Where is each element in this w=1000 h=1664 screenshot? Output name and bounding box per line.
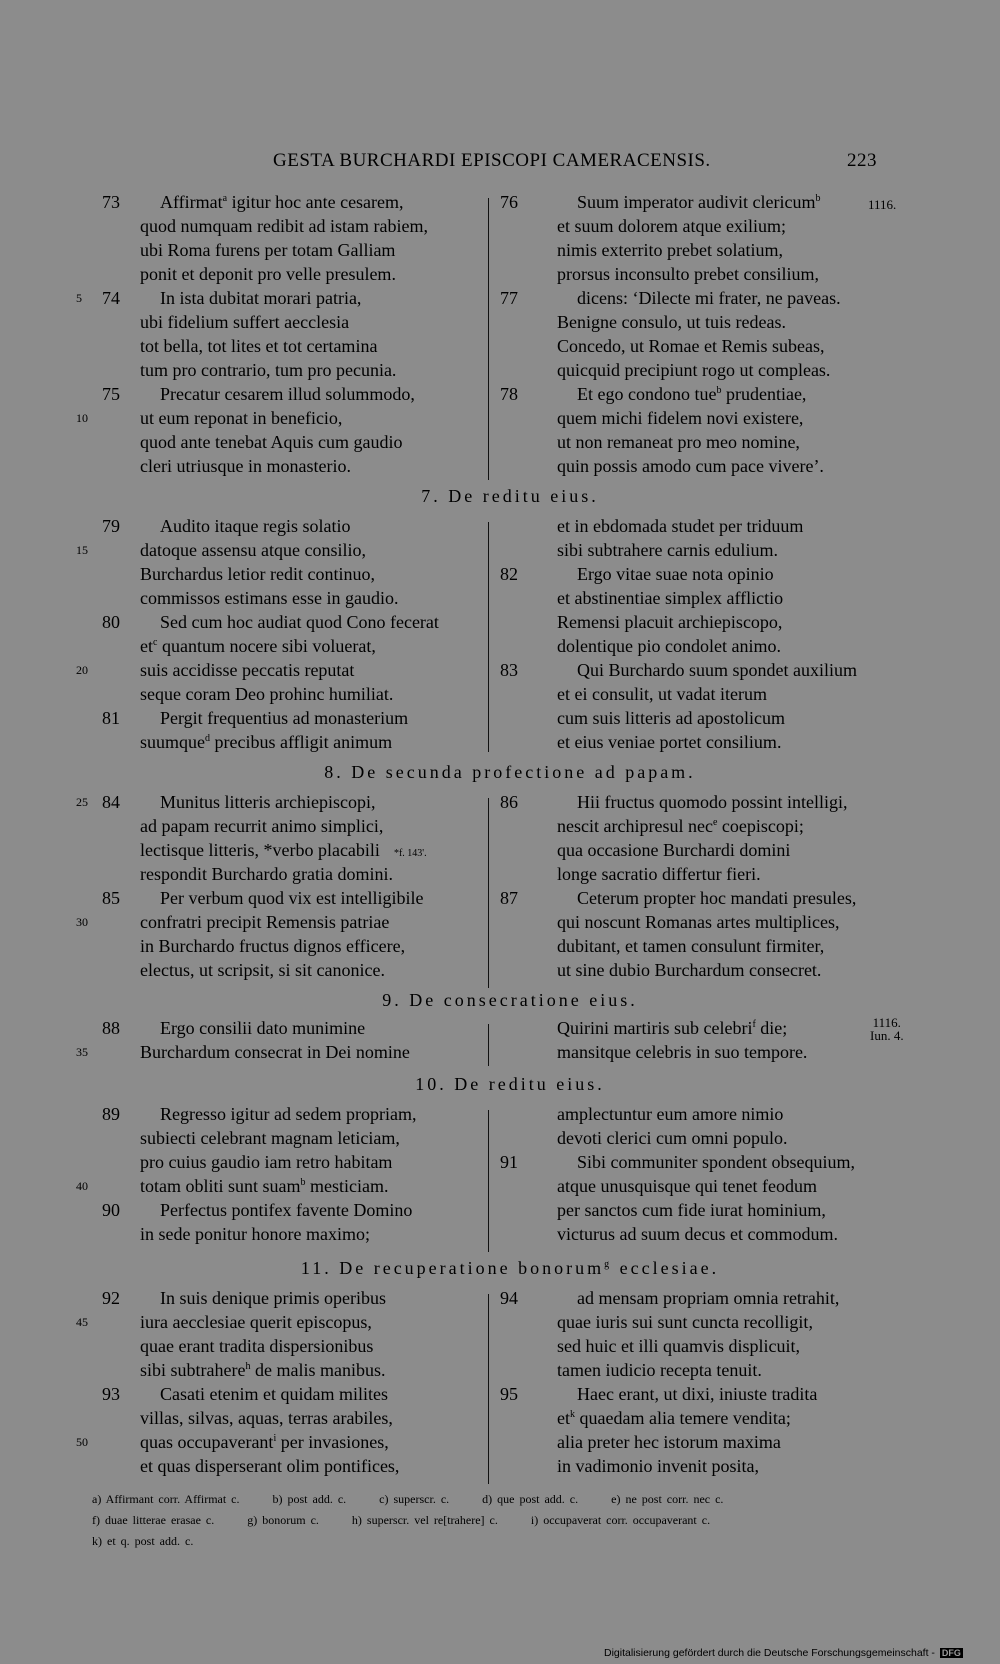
verse-line: Et ego condono tue$^b$ prudentiae,	[577, 384, 807, 404]
stanza-number: 78	[500, 384, 518, 404]
verse-line: prorsus inconsulto prebet consilium,	[557, 264, 819, 284]
stanza-number: 90	[102, 1200, 120, 1220]
verse-line: quae erant tradita dispersionibus	[140, 1336, 374, 1356]
verse-line: seque coram Deo prohinc humiliat.	[140, 684, 394, 704]
verse-line: ut eum reponat in beneficio,	[140, 408, 343, 428]
line-number: 25	[76, 795, 88, 809]
stanza-number: 93	[102, 1384, 120, 1404]
verse-line: datoque assensu atque consilio,	[140, 540, 366, 560]
verse-line: tamen iudicio recepta tenuit.	[557, 1360, 762, 1380]
verse-line: electus, ut scripsit, si sit canonice.	[140, 960, 385, 980]
verse-line: Ergo consilii dato munimine	[160, 1018, 366, 1038]
line-number: 15	[76, 543, 88, 557]
verse-line: Munitus litteris archiepiscopi,	[160, 792, 376, 812]
right-column	[490, 1286, 890, 1478]
verse-line: et eius veniae portet consilium.	[557, 732, 782, 752]
page-header-title: GESTA BURCHARDI EPISCOPI CAMERACENSIS.	[273, 150, 711, 171]
verse-line: Haec erant, ut dixi, iniuste tradita	[577, 1384, 818, 1404]
verse-line: ad papam recurrit animo simplici,	[140, 816, 384, 836]
verse-line: qua occasione Burchardi domini	[557, 840, 791, 860]
verse-line: confratri precipit Remensis patriae	[140, 912, 390, 932]
margin-year: 1116.	[868, 197, 897, 212]
verse-line: quod numquam redibit ad istam rabiem,	[140, 216, 428, 236]
left-column	[70, 514, 490, 754]
verse-line: totam obliti sunt suam$^b$ mesticiam.	[140, 1176, 389, 1196]
verse-line: Pergit frequentius ad monasterium	[160, 708, 409, 728]
right-column	[490, 1102, 890, 1246]
verse-line: Sibi communiter spondent obsequium,	[577, 1152, 855, 1172]
line-number: 35	[76, 1045, 88, 1059]
verse-line: Precatur cesarem illud solummodo,	[160, 384, 415, 404]
footnote: h) superscr. vel re[trahere] c.	[351, 1513, 498, 1527]
right-column	[490, 514, 890, 754]
verse-line: Suum imperator audivit clericum$^b$	[577, 192, 821, 212]
verse-line: suumque$^d$ precibus affligit animum	[140, 732, 393, 752]
verse-line: Quirini martiris sub celebri$^f$ die;	[557, 1018, 788, 1038]
verse-line: in sede ponitur honore maximo;	[140, 1224, 370, 1244]
footnote: f) duae litterae erasae c.	[92, 1513, 215, 1527]
verse-line: In suis denique primis operibus	[160, 1288, 386, 1308]
stanza-number: 76	[500, 192, 518, 212]
stanza-number: 85	[102, 888, 120, 908]
footnote: e) ne post corr. nec c.	[611, 1492, 724, 1506]
section-heading: 10. De reditu eius.	[415, 1074, 605, 1094]
right-column	[490, 790, 890, 982]
verse-line: victurus ad suum decus et commodum.	[557, 1224, 838, 1244]
verse-line: ubi Roma furens per totam Galliam	[140, 240, 396, 260]
verse-line: dicens: ‘Dilecte mi frater, ne paveas.	[577, 288, 841, 308]
verse-line: ut non remaneat pro meo nomine,	[557, 432, 800, 452]
section-heading: 8. De secunda profectione ad papam.	[324, 762, 696, 782]
verse-line: qui noscunt Romanas artes multiplices,	[557, 912, 840, 932]
verse-line: Qui Burchardo suum spondet auxilium	[577, 660, 857, 680]
verse-line: $et^k$ quaedam alia temere vendita;	[557, 1408, 791, 1428]
verse-line: Per verbum quod vix est intelligibile	[160, 888, 424, 908]
stanza-number: 77	[500, 288, 518, 308]
verse-line: respondit Burchardo gratia domini.	[140, 864, 393, 884]
verse-line: Concedo, ut Romae et Remis subeas,	[557, 336, 825, 356]
digitization-credit	[604, 1647, 963, 1659]
verse-line: mansitque celebris in suo tempore.	[557, 1042, 808, 1062]
verse-line: devoti clerici cum omni populo.	[557, 1128, 788, 1148]
verse-line: ubi fidelium suffert aecclesia	[140, 312, 350, 332]
page-number: 223	[847, 150, 877, 171]
verse-line: Affirmat$^a$ igitur hoc ante cesarem,	[160, 192, 404, 212]
stanza-number: 89	[102, 1104, 120, 1124]
verse-line: atque unusquisque qui tenet feodum	[557, 1176, 817, 1196]
stanza-number: 79	[102, 516, 120, 536]
stanza-number: 80	[102, 612, 120, 632]
line-number: 20	[76, 663, 88, 677]
stanza-number: 74	[102, 288, 120, 308]
footnote: d) que post add. c.	[482, 1492, 579, 1506]
line-number: 40	[76, 1179, 88, 1193]
stanza-number: 92	[102, 1288, 120, 1308]
footnote: c) superscr. c.	[379, 1492, 450, 1506]
verse-line: sed huic et illi quamvis displicuit,	[557, 1336, 800, 1356]
verse-line: per sanctos cum fide iurat hominium,	[557, 1200, 826, 1220]
verse-line: Audito itaque regis solatio	[160, 516, 351, 536]
verse-line: dubitant, et tamen consulunt firmiter,	[557, 936, 825, 956]
verse-line: nimis exterrito prebet solatium,	[557, 240, 783, 260]
stanza-number: 91	[500, 1152, 518, 1172]
left-column	[70, 190, 490, 478]
verse-line: Benigne consulo, ut tuis redeas.	[557, 312, 786, 332]
verse-line: quae iuris sui sunt cuncta recolligit,	[557, 1312, 813, 1332]
stanza-number: 81	[102, 708, 120, 728]
footnote: i) occupaverat corr. occupaverant c.	[530, 1513, 711, 1527]
left-column	[70, 1102, 490, 1246]
verse-line: suis accidisse peccatis reputat	[140, 660, 355, 680]
stanza-number: 75	[102, 384, 120, 404]
verse-line: sibi subtrahere carnis edulium.	[557, 540, 778, 560]
footnote: b) post add. c.	[272, 1492, 347, 1506]
verse-line: In ista dubitat morari patria,	[160, 288, 362, 308]
verse-line: et suum dolorem atque exilium;	[557, 216, 786, 236]
right-column	[490, 1016, 890, 1064]
stanza-number: 82	[500, 564, 518, 584]
verse-line: quod ante tenebat Aquis cum gaudio	[140, 432, 403, 452]
verse-line: in vadimonio invenit posita,	[557, 1456, 759, 1476]
left-column	[70, 1016, 490, 1064]
verse-line: quas occupaverant$^i$ per invasiones,	[140, 1432, 389, 1452]
verse-line: Hii fructus quomodo possint intelligi,	[577, 792, 848, 812]
verse-line: Burchardum consecrat in Dei nomine	[140, 1042, 410, 1062]
footnote: a) Affirmant corr. Affirmat c.	[92, 1492, 240, 1506]
folio-note: *f. 143'.	[393, 848, 427, 859]
verse-line: Regresso igitur ad sedem propriam,	[160, 1104, 417, 1124]
verse-line: Ergo vitae suae nota opinio	[577, 564, 774, 584]
verse-line: Sed cum hoc audiat quod Cono fecerat	[160, 612, 439, 632]
stanza-number: 73	[102, 192, 120, 212]
verse-line: longe sacratio differtur fieri.	[557, 864, 761, 884]
verse-line: amplectuntur eum amore nimio	[557, 1104, 784, 1124]
footnote: k) et q. post add. c.	[92, 1534, 194, 1548]
verse-line: quem michi fidelem novi existere,	[557, 408, 804, 428]
verse-line: Remensi placuit archiepiscopo,	[557, 612, 783, 632]
verse-line: Casati etenim et quidam milites	[160, 1384, 388, 1404]
verse-line: dolentique pio condolet animo.	[557, 636, 781, 656]
credit-text: Digitalisierung gefördert durch die Deutsche Forschungsgemeinschaft -	[604, 1647, 935, 1659]
section-heading: 7. De reditu eius.	[421, 486, 599, 506]
verse-line: ponit et deponit pro velle presulem.	[140, 264, 396, 284]
verse-line: commissos estimans esse in gaudio.	[140, 588, 399, 608]
right-column	[490, 190, 890, 478]
stanza-number: 88	[102, 1018, 120, 1038]
stanza-number: 87	[500, 888, 518, 908]
section-heading: 9. De consecratione eius.	[382, 990, 638, 1010]
line-number: 45	[76, 1315, 88, 1329]
verse-line: ut sine dubio Burchardum consecret.	[557, 960, 822, 980]
verse-line: Perfectus pontifex favente Domino	[160, 1200, 413, 1220]
verse-line: nescit archipresul nec$^e$ coepiscopi;	[557, 816, 804, 836]
verse-line: et ei consulit, ut vadat iterum	[557, 684, 767, 704]
verse-line: iura aecclesiae querit episcopus,	[140, 1312, 372, 1332]
stanza-number: 83	[500, 660, 518, 680]
left-column	[70, 1286, 490, 1478]
verse-line: tot bella, tot lites et tot certamina	[140, 336, 378, 356]
verse-line: et abstinentiae simplex afflictio	[557, 588, 784, 608]
line-number: 50	[76, 1435, 88, 1449]
line-number: 5	[76, 291, 82, 305]
verse-line: lectisque litteris, *verbo placabili *f. 143'.	[140, 840, 427, 860]
stanza-number: 86	[500, 792, 518, 812]
footnote: g) bonorum c.	[247, 1513, 319, 1527]
verse-line: tum pro contrario, tum pro pecunia.	[140, 360, 397, 380]
line-number: 30	[76, 915, 88, 929]
verse-line: in Burchardo fructus dignos efficere,	[140, 936, 406, 956]
stanza-number: 94	[500, 1288, 518, 1308]
verse-line: Ceterum propter hoc mandati presules,	[577, 888, 857, 908]
verse-line: villas, silvas, aquas, terras arabiles,	[140, 1408, 393, 1428]
stanza-number: 84	[102, 792, 120, 812]
verse-line: $et^c$ quantum nocere sibi voluerat,	[140, 636, 376, 656]
verse-line: subiecti celebrant magnam leticiam,	[140, 1128, 400, 1148]
left-column	[70, 790, 490, 982]
line-number: 10	[76, 411, 88, 425]
stanza-number: 95	[500, 1384, 518, 1404]
verse-line: Burchardus letior redit continuo,	[140, 564, 375, 584]
verse-line: et in ebdomada studet per triduum	[557, 516, 804, 536]
margin-date: 1116. Iun. 4.	[870, 1015, 904, 1043]
verse-line: pro cuius gaudio iam retro habitam	[140, 1152, 393, 1172]
verse-line: cleri utriusque in monasterio.	[140, 456, 351, 476]
verse-line: alia preter hec istorum maxima	[557, 1432, 781, 1452]
verse-line: sibi subtrahere$^h$ de malis manibus.	[140, 1360, 386, 1380]
verse-line: quicquid precipiunt rogo ut compleas.	[557, 360, 831, 380]
verse-line: et quas disperserant olim pontifices,	[140, 1456, 400, 1476]
verse-line: ad mensam propriam omnia retrahit,	[577, 1288, 840, 1308]
verse-line: cum suis litteris ad apostolicum	[557, 708, 785, 728]
verse-line: quin possis amodo cum pace vivere’.	[557, 456, 824, 476]
section-heading: 11. De recuperatione bonorum$^g$ ecclesiae.	[300, 1258, 720, 1278]
footnotes	[92, 1489, 892, 1552]
dfg-logo: DFG	[941, 1648, 961, 1658]
